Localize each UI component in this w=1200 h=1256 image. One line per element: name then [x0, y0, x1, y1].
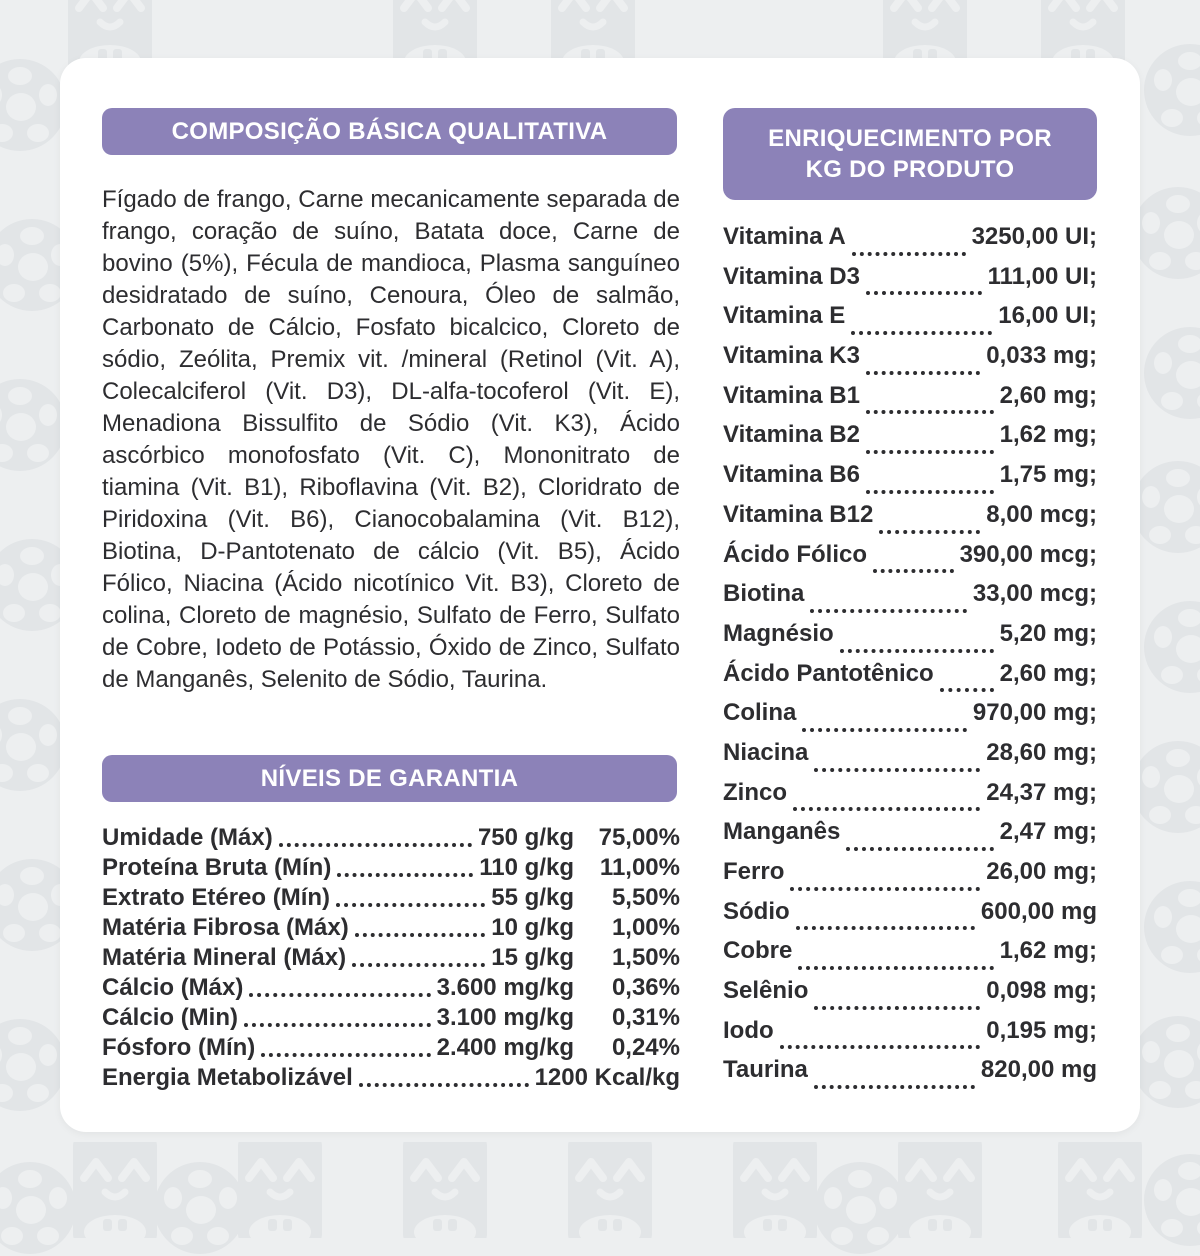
list-item: [723, 501, 1097, 541]
leader-dots: [798, 966, 993, 970]
leader-dots: [337, 873, 473, 877]
row-value: 111,00 UI;: [987, 262, 1097, 290]
leader-dots: [359, 1083, 529, 1087]
leader-dots: [879, 530, 980, 534]
paw-print-icon: [1130, 1014, 1200, 1110]
paw-print-icon: [1142, 325, 1200, 421]
paw-print-icon: [1142, 1152, 1200, 1248]
row-label: Ferro: [723, 858, 785, 885]
list-item: [723, 541, 1097, 581]
enrichment-header-line1: ENRIQUECIMENTO POR: [768, 125, 1052, 152]
leader-dots: [796, 926, 975, 930]
paw-print-icon: [1142, 599, 1200, 695]
leader-dots: [352, 963, 485, 967]
leader-dots: [793, 807, 980, 811]
row-value: 26,00 mg;: [986, 858, 1097, 885]
leader-dots: [279, 843, 472, 847]
row-value: 970,00 mg;: [972, 699, 1097, 727]
paw-print-icon: [0, 697, 68, 793]
list-item: [723, 818, 1097, 858]
leader-dots: [355, 933, 486, 937]
row-label: Vitamina B12: [723, 500, 874, 528]
leader-dots: [780, 1045, 981, 1049]
paw-print-icon: [1142, 42, 1200, 138]
enrichment-header-line2: KG DO PRODUTO: [805, 156, 1015, 183]
paw-print-icon: [1130, 459, 1200, 555]
row-percent: 1,00%: [611, 914, 680, 941]
row-label: Selênio: [723, 977, 809, 1005]
leader-dots: [814, 768, 980, 772]
dog-face-icon: [397, 1142, 493, 1238]
leader-dots: [852, 252, 966, 256]
leader-dots: [810, 609, 967, 613]
row-percent: 1,50%: [611, 944, 680, 971]
row-percent: 0,31%: [611, 1004, 680, 1031]
leader-dots: [336, 903, 485, 907]
row-label: Matéria Fibrosa (Máx): [102, 914, 349, 941]
list-item: [723, 421, 1097, 461]
leader-dots: [866, 410, 994, 414]
row-label: Umidade (Máx): [102, 824, 273, 851]
table-row: [102, 974, 680, 1004]
list-item: [723, 699, 1097, 739]
row-label: Niacina: [723, 738, 809, 766]
row-label: Zinco: [723, 778, 787, 806]
row-value: 3.600 mg/kg: [436, 974, 574, 1001]
guarantees-header: [102, 755, 677, 802]
leader-dots: [846, 847, 993, 851]
leader-dots: [244, 1023, 431, 1027]
table-row: [102, 914, 680, 944]
row-label: Vitamina A: [723, 223, 846, 250]
row-label: Sódio: [723, 897, 790, 925]
paw-print-icon: [0, 1017, 68, 1113]
list-item: [723, 580, 1097, 620]
row-value: 1,62 mg;: [999, 421, 1097, 449]
row-label: Cobre: [723, 937, 793, 965]
row-label: Taurina: [723, 1056, 808, 1084]
leader-dots: [802, 728, 967, 732]
row-label: Vitamina K3: [723, 342, 860, 370]
leader-dots: [873, 569, 954, 573]
row-value: 55 g/kg: [491, 884, 574, 911]
composition-header: [102, 108, 677, 155]
guarantees-header-label: NÍVEIS DE GARANTIA: [260, 764, 519, 792]
list-item: [723, 937, 1097, 977]
list-item: [723, 342, 1097, 382]
guarantees-table: [102, 824, 680, 1094]
row-label: Cálcio (Máx): [102, 974, 244, 1001]
list-item: [723, 1056, 1097, 1096]
paw-print-icon: [152, 1160, 248, 1256]
row-value: 750 g/kg: [477, 824, 574, 851]
leader-dots: [940, 688, 994, 692]
dog-face-icon: [727, 1142, 823, 1238]
table-row: [102, 854, 680, 884]
row-value: 24,37 mg;: [986, 778, 1097, 806]
row-label: Vitamina B1: [723, 381, 860, 409]
row-value: 5,20 mg;: [999, 619, 1097, 647]
row-value: 1,75 mg;: [999, 461, 1097, 489]
table-row: [102, 824, 680, 854]
row-value: 2.400 mg/kg: [436, 1034, 574, 1061]
row-value: 110 g/kg: [479, 854, 574, 881]
row-value: 15 g/kg: [491, 944, 574, 971]
dog-face-icon: [1052, 1142, 1148, 1238]
table-row: [102, 944, 680, 974]
row-value: 0,033 mg;: [986, 342, 1097, 370]
row-label: Ácido Pantotênico: [723, 659, 934, 687]
leader-dots: [866, 450, 994, 454]
leader-dots: [790, 887, 980, 891]
list-item: [723, 779, 1097, 819]
list-item: [723, 898, 1097, 938]
row-value: 3250,00 UI;: [971, 223, 1097, 250]
row-label: Proteína Bruta (Mín): [102, 854, 332, 881]
label-card: [60, 58, 1140, 1132]
row-value: 0,098 mg;: [986, 977, 1097, 1005]
list-item: [723, 461, 1097, 501]
list-item: [723, 223, 1097, 263]
list-item: [723, 858, 1097, 898]
list-item: [723, 382, 1097, 422]
row-label: Manganês: [723, 818, 841, 846]
table-row: [102, 1004, 680, 1034]
row-value: 28,60 mg;: [986, 738, 1097, 766]
row-label: Energia Metabolizável: [102, 1064, 353, 1091]
leader-dots: [851, 331, 992, 335]
row-percent: 75,00%: [598, 824, 680, 851]
row-label: Vitamina D3: [723, 262, 860, 290]
row-value: 16,00 UI;: [998, 302, 1097, 330]
dog-face-icon: [562, 1142, 658, 1238]
leader-dots: [866, 371, 980, 375]
row-label: Ácido Fólico: [723, 540, 867, 568]
row-label: Vitamina B6: [723, 461, 860, 489]
row-label: Vitamina B2: [723, 421, 860, 449]
row-label: Fósforo (Mín): [102, 1034, 256, 1061]
composition-header-label: COMPOSIÇÃO BÁSICA QUALITATIVA: [171, 117, 608, 145]
row-value: 390,00 mcg;: [959, 540, 1097, 568]
list-item: [723, 1017, 1097, 1057]
row-label: Cálcio (Min): [102, 1004, 238, 1031]
row-label: Biotina: [723, 580, 805, 608]
row-value: 3.100 mg/kg: [436, 1004, 574, 1031]
table-row: [102, 884, 680, 914]
row-percent: 0,24%: [611, 1034, 680, 1061]
row-value: 10 g/kg: [491, 914, 574, 941]
paw-print-icon: [1142, 879, 1200, 975]
row-value: 2,47 mg;: [999, 818, 1097, 846]
leader-dots: [866, 291, 982, 295]
paw-print-icon: [0, 57, 68, 153]
row-percent: 11,00%: [599, 854, 680, 881]
row-percent: 0,36%: [611, 974, 680, 1001]
row-label: Colina: [723, 699, 797, 727]
leader-dots: [249, 993, 430, 997]
row-label: Matéria Mineral (Máx): [102, 944, 347, 971]
row-value: 8,00 mcg;: [986, 500, 1097, 528]
row-value: 33,00 mcg;: [972, 580, 1097, 608]
row-label: Magnésio: [723, 619, 834, 647]
row-value: 0,195 mg;: [986, 1016, 1097, 1044]
row-value: 1200 Kcal/kg: [534, 1064, 680, 1091]
row-label: Iodo: [723, 1016, 774, 1044]
row-label: Extrato Etéreo (Mín): [102, 884, 331, 911]
paw-print-icon: [1130, 185, 1200, 281]
list-item: [723, 660, 1097, 700]
row-value: 2,60 mg;: [999, 381, 1097, 409]
leader-dots: [866, 490, 994, 494]
list-item: [723, 977, 1097, 1017]
row-value: 2,60 mg;: [999, 659, 1097, 687]
leader-dots: [261, 1053, 430, 1057]
list-item: [723, 302, 1097, 342]
paw-print-icon: [0, 1160, 78, 1256]
row-value: 600,00 mg: [980, 897, 1097, 925]
table-row: [102, 1064, 680, 1094]
list-item: [723, 263, 1097, 303]
row-value: 1,62 mg;: [999, 937, 1097, 965]
enrichment-header: [723, 108, 1097, 200]
row-percent: 5,50%: [611, 884, 680, 911]
paw-print-icon: [812, 1160, 908, 1256]
composition-ingredients-text: Fígado de frango, Carne mecanicamente separada de frango, coração de suíno, Batata doce, Carne de bovino (5%), Fécula de mandioca, Plasma sanguíneo desidratado de suíno, Cenoura, Óleo de salmão, Carbonato de Cálcio, Fosfato bicalcico, Cloreto de sódio, Zeólita, Premix vit. /mineral (Retinol (Vit. A), Colecalciferol (Vit. D3), DL-alfa-tocoferol (Vit. E), Menadiona Bissulfito de Sódio (Vit. K3), Ácido ascórbico monofosfato (Vit. C), Mononitrato de tiamina (Vit. B1), Riboflavina (Vit. B2), Cloridrato de Piridoxina (Vit. B6), Cianocobalamina (Vit. B12), Biotina, D-Pantotenato de cálcio (Vit. B5), Ácido Fólico, Niacina (Ácido nicotínico Vit. B3), Cloreto de colina, Cloreto de magnésio, Sulfato de Ferro, Sulfato de Cobre, Iodeto de Potássio, Óxido de Zinco, Sulfato de Manganês, Selenito de Sódio, Taurina.: [102, 186, 680, 693]
list-item: [723, 739, 1097, 779]
row-label: Vitamina E: [723, 302, 846, 330]
enrichment-list: [723, 223, 1097, 1096]
leader-dots: [840, 649, 994, 653]
dog-face-icon: [67, 1142, 163, 1238]
table-row: [102, 1034, 680, 1064]
leader-dots: [814, 1085, 975, 1089]
paw-print-icon: [0, 377, 68, 473]
list-item: [723, 620, 1097, 660]
paw-print-icon: [1130, 739, 1200, 835]
leader-dots: [814, 1006, 980, 1010]
row-value: 820,00 mg: [980, 1056, 1097, 1084]
